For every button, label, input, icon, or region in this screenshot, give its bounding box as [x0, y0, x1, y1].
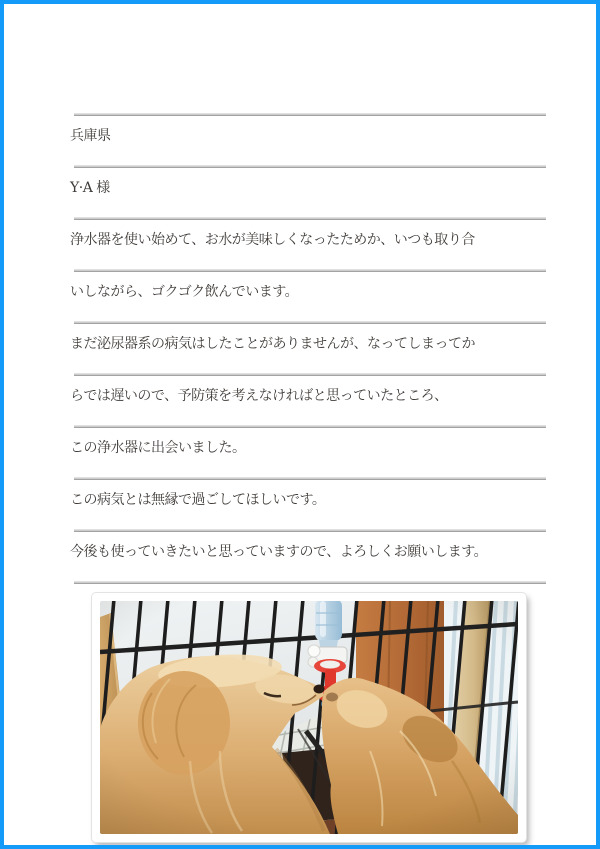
testimonial-line-text: 浄水器を使い始めて、お水が美味しくなったためか、いつも取り合: [70, 232, 475, 248]
testimonial-line-text: らでは遅いので、予防策を考えなければと思っていたところ、: [70, 388, 448, 404]
dogs-photo-illustration: [100, 601, 518, 834]
testimonial-line-row: [70, 376, 546, 425]
testimonial-line-text: この病気とは無縁で過ごしてほしいです。: [70, 492, 326, 508]
testimonial-line-text: 今後も使っていきたいと思っていますので、よろしくお願いします。: [70, 544, 488, 560]
customer-name-row: [70, 168, 546, 217]
testimonial-line-row: [70, 428, 546, 477]
photo-vignette: [100, 601, 518, 834]
testimonial-content: [70, 4, 546, 849]
testimonial-line-row: [70, 480, 546, 529]
testimonial-line-text: この浄水器に出会いました。: [70, 440, 246, 456]
testimonial-line-row: [70, 272, 546, 321]
testimonial-line-text: いしながら、ゴクゴク飲んでいます。: [70, 284, 299, 300]
prefecture-text: 兵庫県: [70, 128, 111, 144]
customer-name-text: Y·A 様: [70, 180, 110, 196]
dogs-photo: [92, 593, 526, 842]
testimonial-line-text: まだ泌尿器系の病気はしたことがありませんが、なってしまってか: [70, 336, 475, 352]
divider-rule: [74, 581, 546, 584]
top-spacer: [74, 4, 546, 113]
testimonial-line-row: [70, 220, 546, 269]
testimonial-line-row: [70, 532, 546, 581]
prefecture-row: [70, 116, 546, 165]
testimonial-line-row: [70, 324, 546, 373]
